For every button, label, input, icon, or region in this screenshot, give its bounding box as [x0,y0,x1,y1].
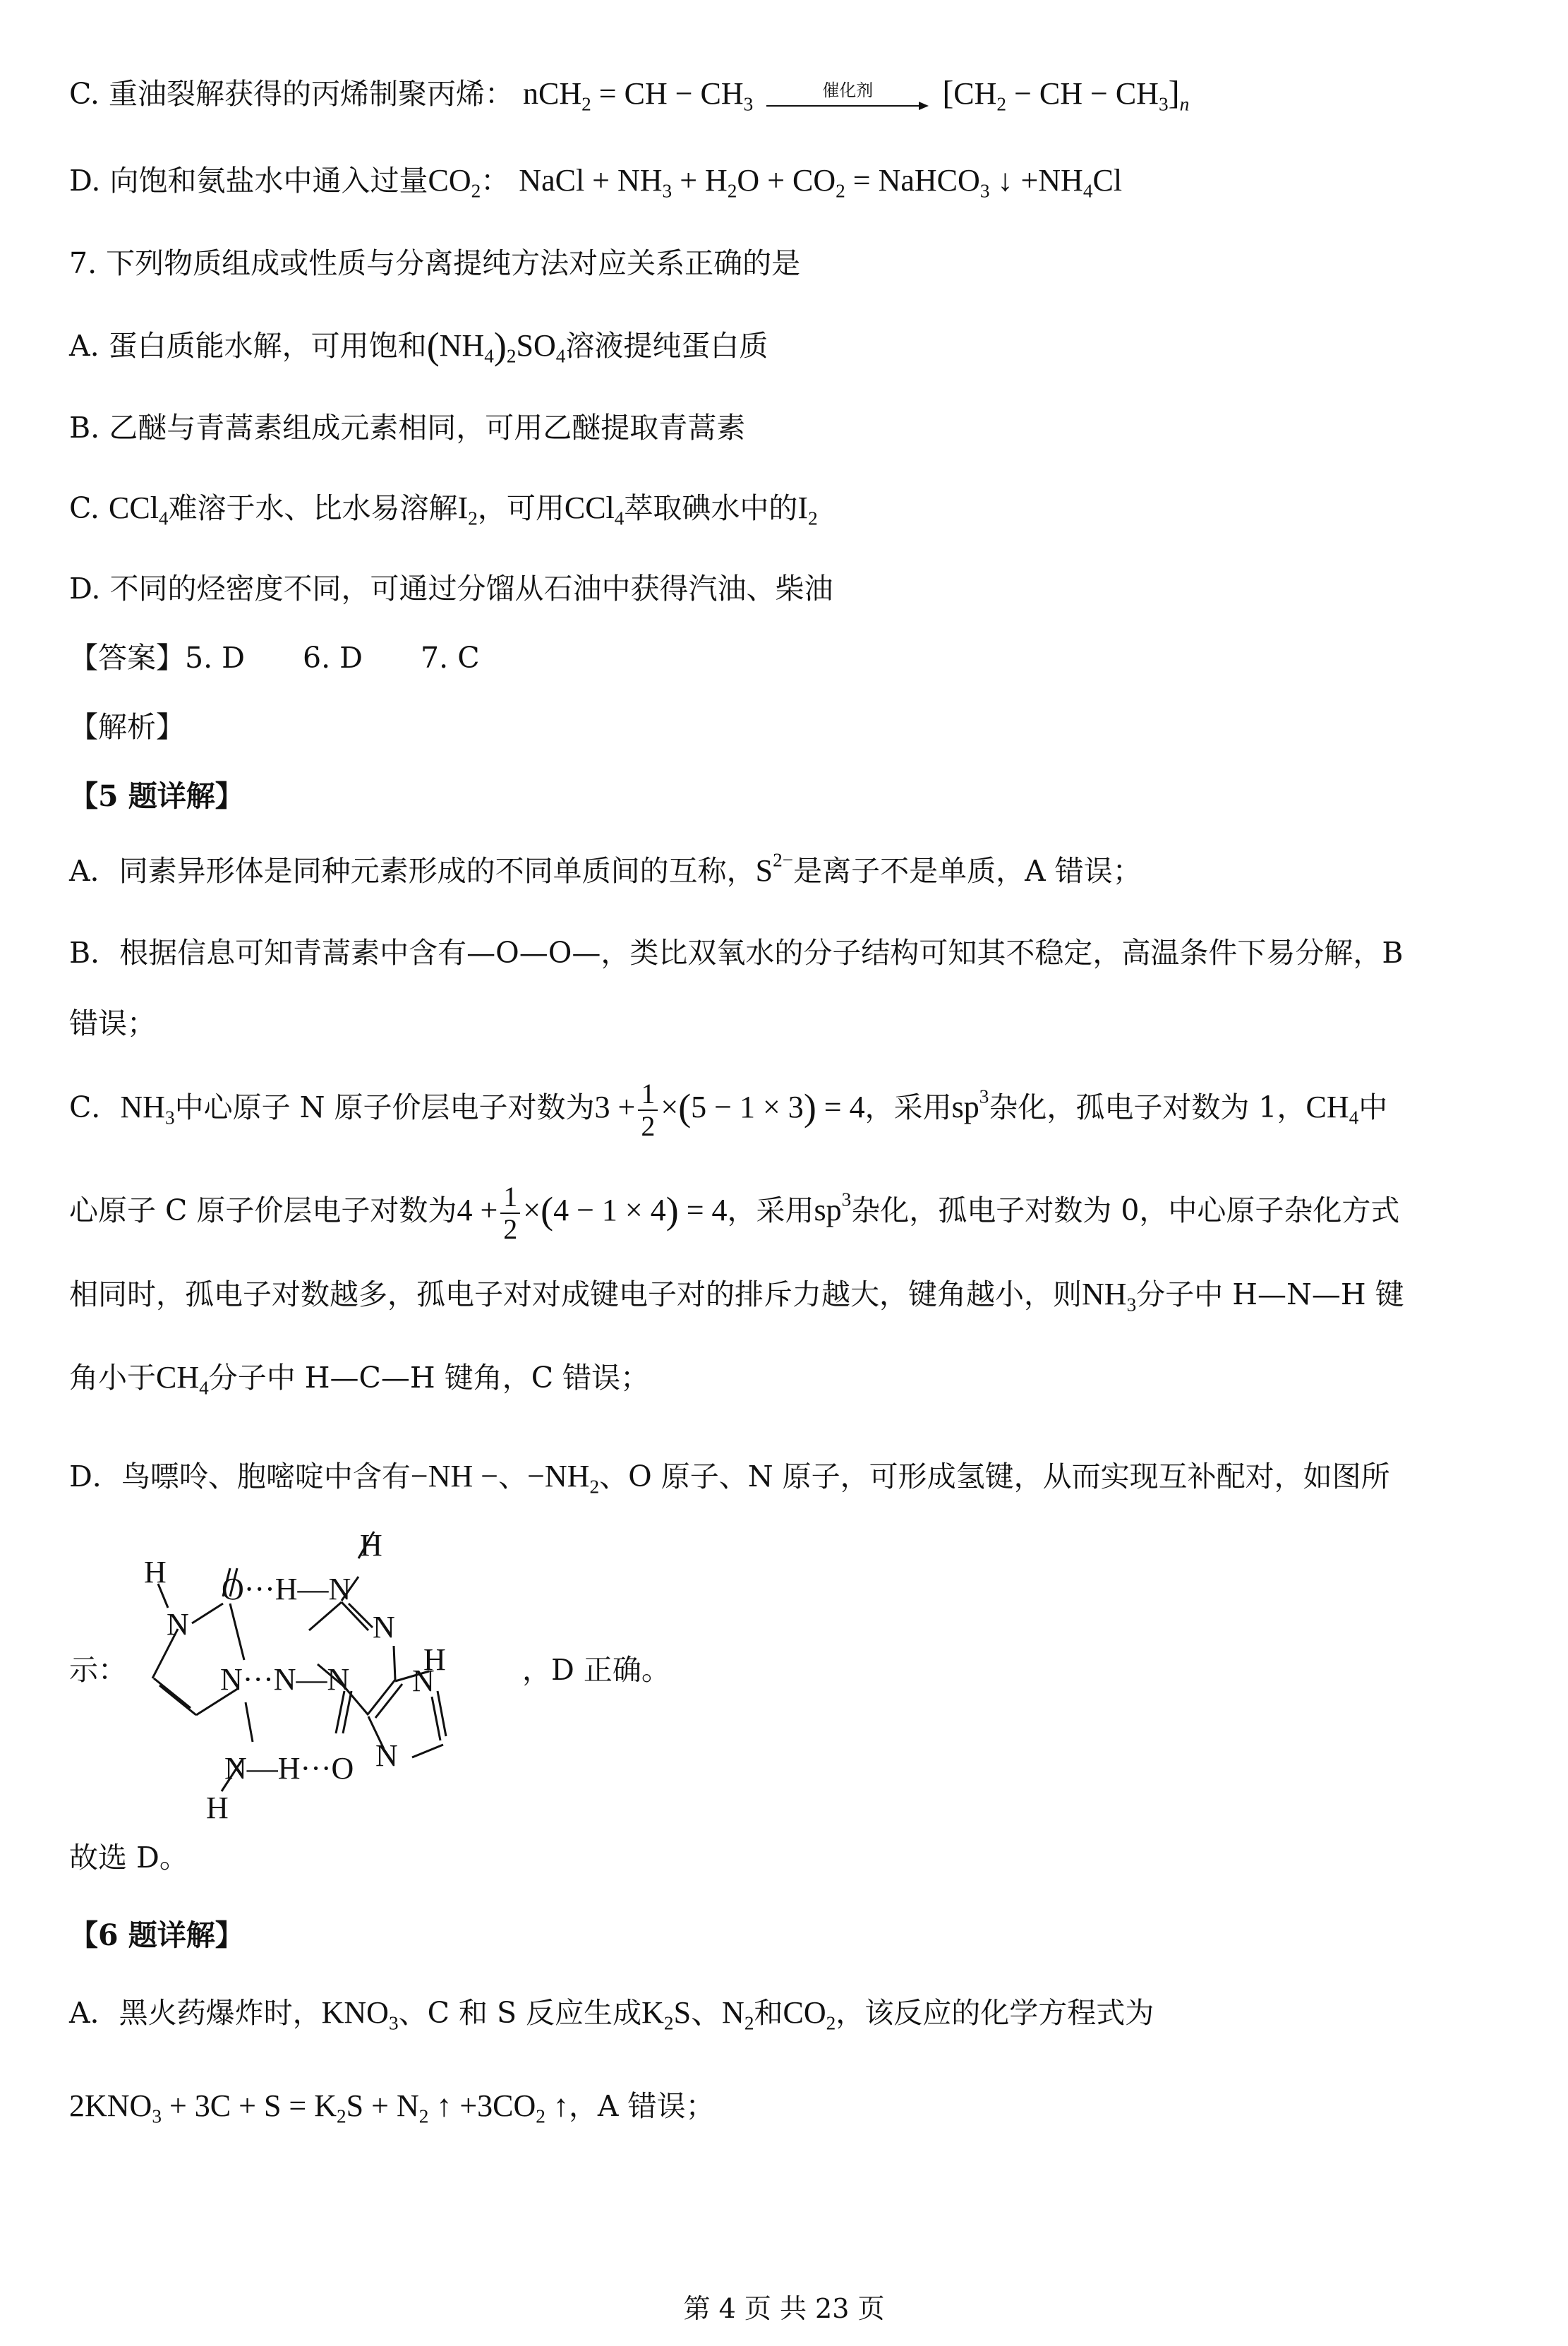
atom-n-hbond-mid: N···N—N [220,1662,350,1697]
q7-option-c: C. CCl$_4$难溶于水、比水易溶解$I_2$，可用CCl$_4$萃取碘水中的$I_2$ [69,491,818,529]
q7-stem: 7. 下列物质组成或性质与分离提纯方法对应关系正确的是 [69,246,801,280]
gunpowder-equation: $2KNO_3 + 3C + S = K_2S + N_2$ ↑ $+3CO_2$ ↑ [69,2088,569,2127]
answer-line: 【答案】5. D 6. D 7. C [69,641,480,675]
q5-analysis-c-3: 相同时，孤电子对数越多，孤电子对对成键电子对的排斥力越大，键角越小，则$NH_3$分子中 H—N—H 键 [69,1277,1404,1316]
q6-option-d: D. 向饱和氨盐水中通入过量$CO_2$： NaCl + $NH_3 + H_2O + CO_2$ = NaHCO$_3$ ↓ $+NH_4Cl$ [69,163,1123,202]
q5-analysis-c-2: 心原子 C 原子价层电子对数为4 + $\frac{1}{2}$ ×(4 − 1 × 4) = 4，采用$sp^3$杂化，孤电子对数为 0，中心原子杂化方式 [69,1181,1400,1245]
base-pair-diagram [133,1524,528,1821]
q7-option-a: A. 蛋白质能水解，可用饱和$(NH_4)_2SO_4$溶液提纯蛋白质 [69,325,768,367]
q5d-show-label: 示： [69,1653,127,1687]
q5-analysis-b-2: 错误； [69,1006,156,1040]
q5-choose: 故选 D。 [69,1841,188,1875]
atom-n1: N [167,1607,189,1642]
atom-h-top-left: H [144,1555,167,1589]
q7-option-b: B. 乙醚与青蒿素组成元素相同，可用乙醚提取青蒿素 [69,411,746,445]
catalyst-arrow: 催化剂 [766,82,929,112]
q7-option-d: D. 不同的烃密度不同，可通过分馏从石油中获得汽油、柴油 [69,572,833,606]
q6-analysis-a: A．黑火药爆炸时，$KNO_3$、C 和 S 反应生成$K_2S$、$N_2$和$CO_2$，该反应的化学方程式为 [69,1995,1154,2034]
solvay-equation: NaCl + $NH_3 + H_2O + CO_2$ = NaHCO$_3$ ↓ $+NH_4Cl$ [519,163,1123,202]
propylene-polymerization-equation: nCH$_2$ = CH − $CH_3$ 催化剂 [$CH_2$ − CH − $CH_3]_n$ [523,74,1190,115]
atom-n-imidazole-bottom: N [375,1738,398,1773]
atom-h-top-right: H [360,1528,382,1563]
atom-h-imidazole: H [423,1642,446,1677]
atom-n-imidazole: N [412,1664,435,1698]
q6-analysis-a-equation: $2KNO_3 + 3C + S = K_2S + N_2$ ↑ $+3CO_2$ ↑，A 错误； [69,2088,715,2127]
atom-o-hbond-top: O···H—N [222,1572,351,1606]
atom-h-bottom: H [206,1791,229,1821]
atom-n-hbond-bottom: N—H···O [224,1751,354,1786]
q5-heading: 【5 题详解】 [69,779,244,813]
q5-analysis-c-4: 角小于$CH_4$分子中 H—C—H 键角，C 错误； [69,1360,650,1399]
q5-analysis-b-1: B．根据信息可知青蒿素中含有—O—O—，类比双氧水的分子结构可知其不稳定，高温条件下易分解，B [69,936,1404,970]
q6-heading: 【6 题详解】 [69,1918,244,1952]
q5d-tail: ，D 正确。 [522,1653,670,1687]
q5-analysis-d-1: D．鸟嘌呤、胞嘧啶中含有−NH −、$-NH_2$、O 原子、N 原子，可形成氢键，从而实现互补配对，如图所 [69,1459,1390,1498]
q5-analysis-c-1: C．$NH_3$中心原子 N 原子价层电子对数为3 + $\frac{1}{2}$ ×(5 − 1 × 3) = 4，采用$sp^3$杂化，孤电子对数为 1，$CH_4$中 [69,1078,1388,1142]
q5-analysis-a: A．同素异形体是同种元素形成的不同单质间的互称，$S^{2-}$是离子不是单质，A 错误； [69,849,1142,888]
q6-option-c [69,73,1189,114]
q6c-text: C. 重油裂解获得的丙烯制聚丙烯： [69,77,514,111]
analysis-heading: 【解析】 [69,710,185,744]
atom-n-guanine-top: N [373,1610,395,1644]
q6d-text: D. 向饱和氨盐水中通入过量 [69,164,428,198]
page-footer: 第 4 页 共 23 页 [683,2293,885,2324]
